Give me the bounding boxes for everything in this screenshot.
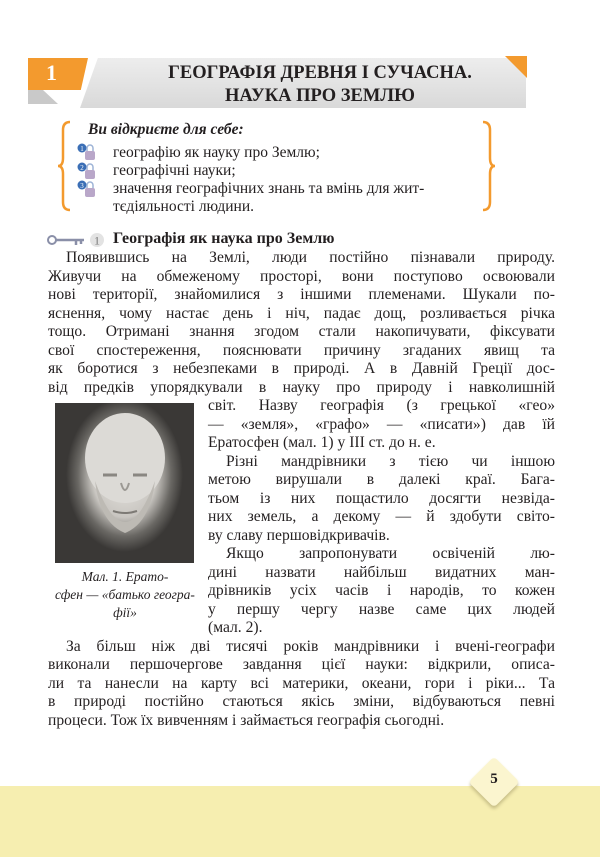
text-line: у першу чергу назве саме цих людей <box>208 601 555 618</box>
text-line: тощо. Отримані знання згодом стали накопичувати, фіксувати <box>48 323 555 340</box>
caption-line: Мал. 1. Ерато- <box>81 569 169 584</box>
text-line: — «земля», «графо» — «писати») дав їй <box>208 416 555 433</box>
text-line: них земель, а декому — й здобути світо- <box>208 508 555 525</box>
text-line: тьом із них пощастило досягти незвіда- <box>208 490 555 507</box>
text-line: Якщо запропонувати освіченій лю- <box>226 545 555 562</box>
left-brace-icon <box>57 120 71 212</box>
caption-line: фії» <box>113 605 137 620</box>
objective-item: географію як науку про Землю; <box>113 144 320 161</box>
text-line: Живучи на обмеженому просторі, вони поступово освоювали <box>48 268 555 285</box>
text-line: дрівників усіх часів і народів, то кожен <box>208 582 555 599</box>
text-line: світ. Назву географія (з грецької «гео» <box>208 397 555 414</box>
text-line: За більш ніж дві тисячі років мандрівники і вчені-географи <box>66 638 555 655</box>
objective-item: значення географічних знань та вмінь для жит- <box>113 180 425 197</box>
section-number: 1 <box>94 233 100 248</box>
text-line: ву славу першовідкривачів. <box>208 527 390 544</box>
objective-item: тєдіяльності людини. <box>113 198 254 215</box>
lesson-tab <box>28 58 88 90</box>
text-line: Різні мандрівники з тією чи іншою <box>226 453 555 470</box>
text-line: (мал. 2). <box>208 619 263 636</box>
text-line: в природі постійно стаються якісь зміни, відбуваються певні <box>48 693 555 710</box>
objectives-heading: Ви відкриєте для себе: <box>88 121 244 138</box>
key-icon <box>46 230 106 250</box>
title-line-2: НАУКА ПРО ЗЕМЛЮ <box>225 86 415 106</box>
text-line: ли та нанесли на карту всі материки, океани, гори і ріки... Та <box>48 675 555 692</box>
text-line: процеси. Тож їх вивченням і займається географія сьогодні. <box>48 712 445 729</box>
text-line: як боротися з небезпеками в природі. А в Давній Греції дос- <box>48 360 555 377</box>
footer-band <box>0 786 600 857</box>
figure-caption <box>50 568 200 622</box>
lock-1-icon <box>77 143 97 161</box>
lock-3-icon <box>77 180 97 198</box>
page-number: 5 <box>490 771 498 787</box>
objective-item: географічні науки; <box>113 162 236 179</box>
lesson-title <box>100 62 540 108</box>
section-title: Географія як наука про Землю <box>113 230 335 247</box>
svg-text:2: 2 <box>80 164 84 172</box>
svg-text:1: 1 <box>80 145 84 153</box>
text-line: виконали першочергове завдання цієї науки: відкрили, описа- <box>48 656 555 673</box>
text-line: свої спостереження, пояснювати причину згаданих явищ та <box>48 342 555 359</box>
svg-text:3: 3 <box>80 182 84 190</box>
text-line: нові території, знайомилися з іншими племенами. Шукали по- <box>48 286 555 303</box>
text-line: від предків упорядкували в науку про природу і навколишній <box>48 379 555 396</box>
title-line-1: ГЕОГРАФІЯ ДРЕВНЯ І СУЧАСНА. <box>168 63 472 83</box>
text-line: метою вирушали в далекі краї. Бага- <box>208 471 555 488</box>
text-line: дині назвати найбільш видатних ман- <box>208 564 555 581</box>
lock-2-icon <box>77 162 97 180</box>
caption-line: сфен — «батько геогра- <box>55 587 195 602</box>
text-line: Появившись на Землі, люди постійно пізнавали природу. <box>66 249 555 266</box>
eratosthenes-bust-photo <box>55 403 194 563</box>
lesson-number: 1 <box>46 60 57 85</box>
text-line: Ератосфен (мал. 1) у ІІІ ст. до н. е. <box>208 434 436 451</box>
text-line: яснення, чому настає день і ніч, падає дощ, розливається річка <box>48 305 555 322</box>
right-brace-icon <box>482 120 496 212</box>
